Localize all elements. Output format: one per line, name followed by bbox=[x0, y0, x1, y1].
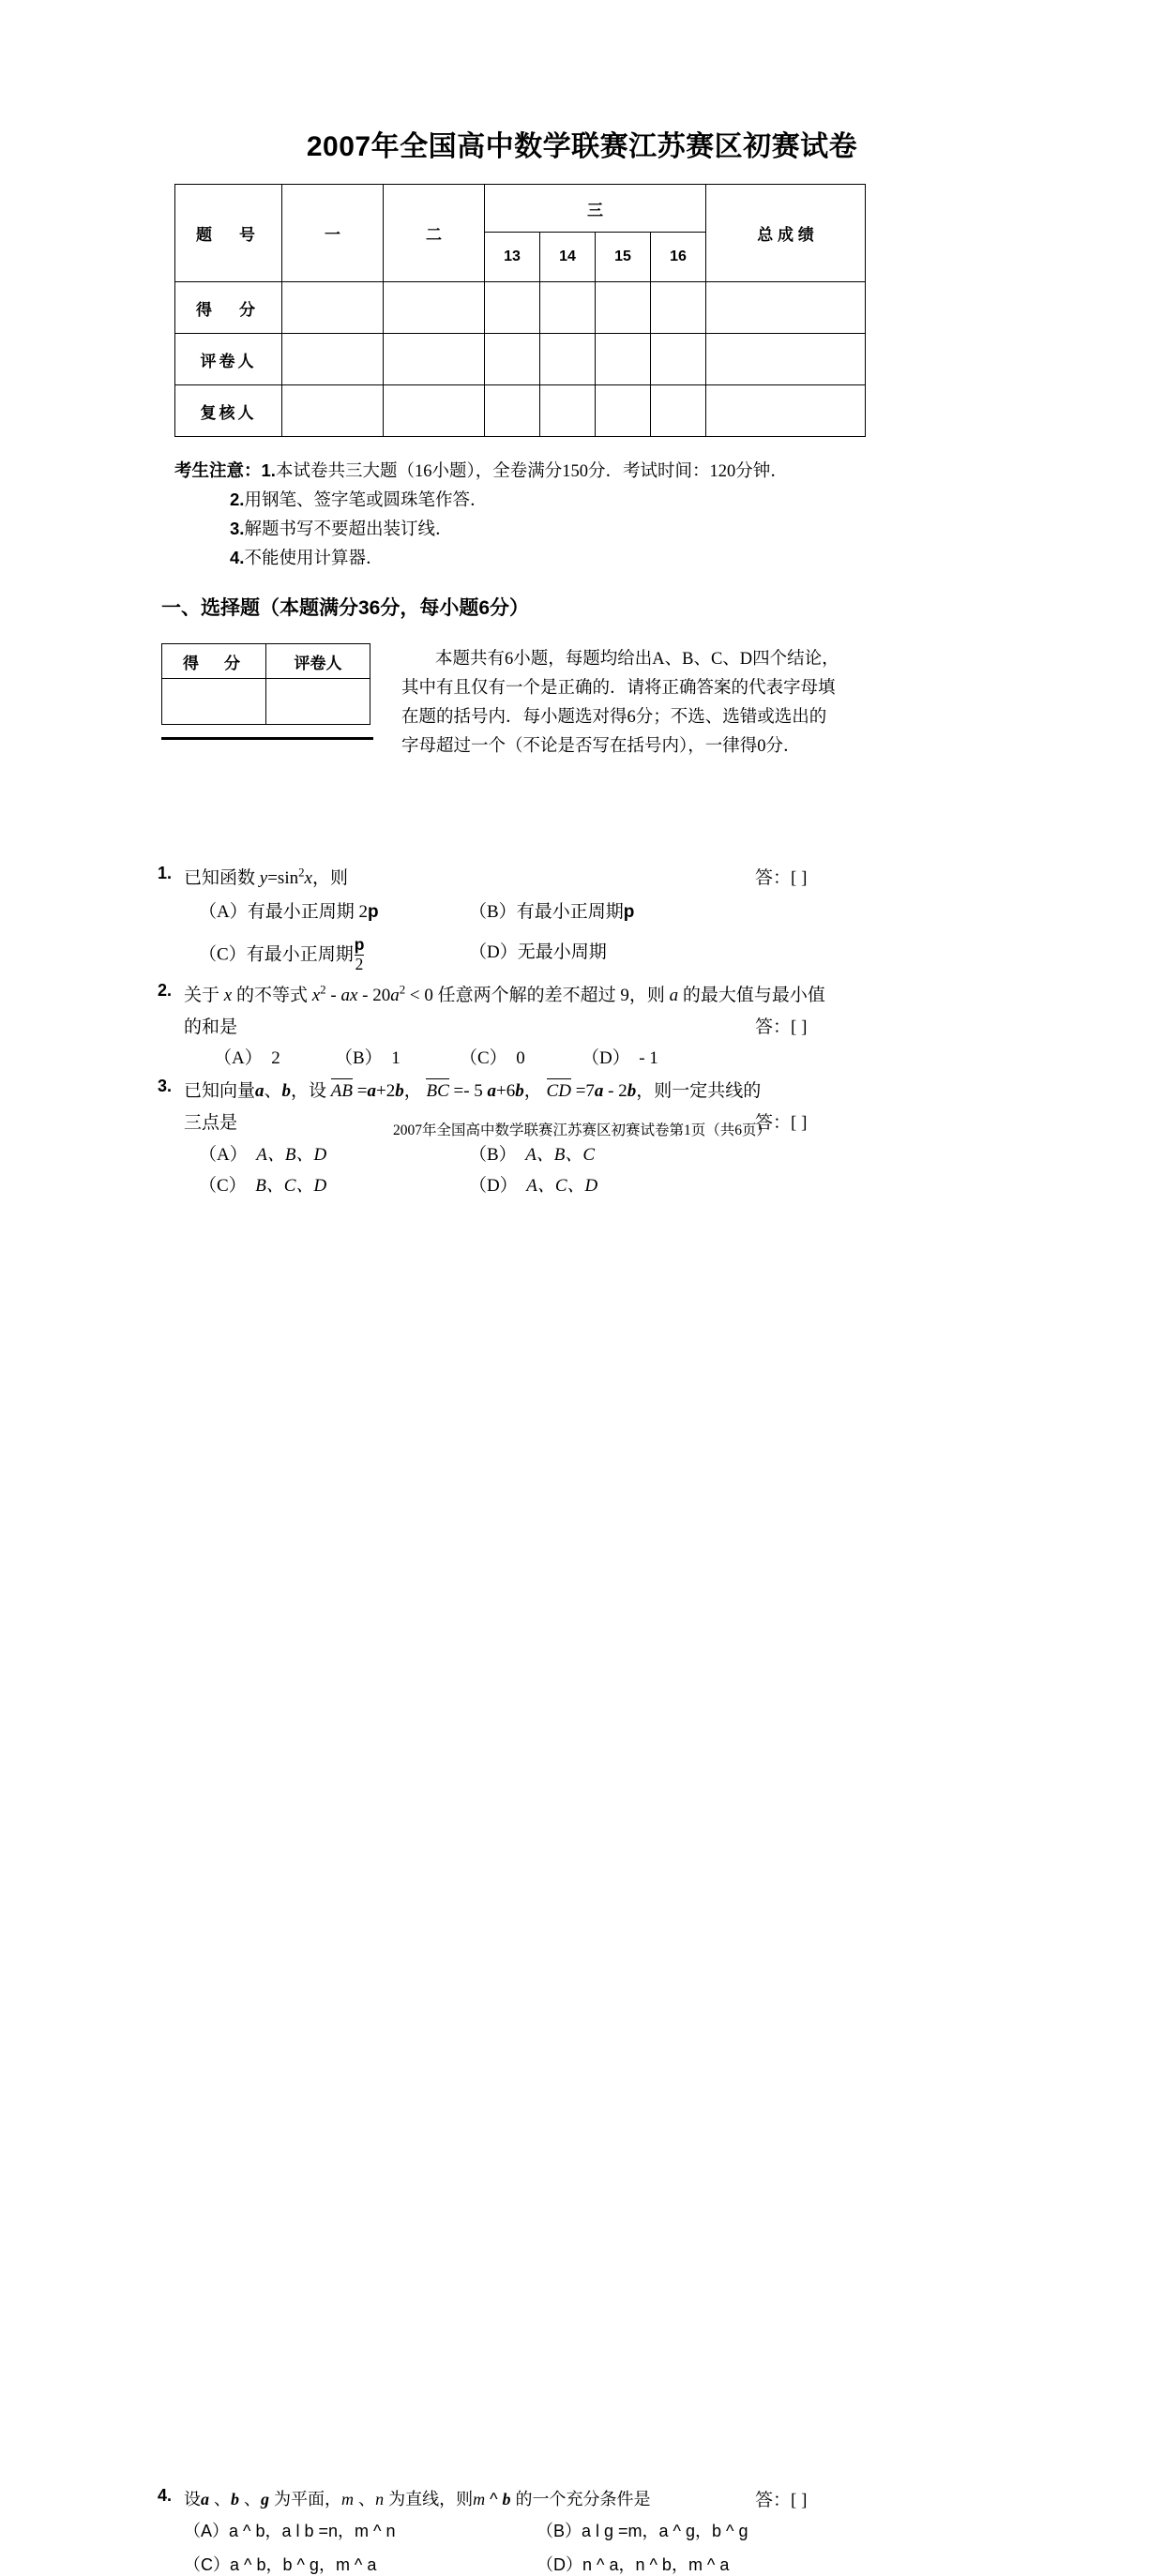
note-number: 3. bbox=[230, 519, 245, 538]
question-4-option-d[interactable] bbox=[537, 2552, 729, 2576]
option-label: （C） bbox=[199, 944, 247, 965]
option-label: （C） bbox=[199, 1176, 247, 1196]
score-cell[interactable] bbox=[485, 282, 540, 334]
row-label-question-number: 题 号 bbox=[175, 185, 282, 282]
grader-score-box bbox=[161, 643, 370, 725]
question-2-option-c[interactable] bbox=[460, 1044, 525, 1069]
note-item bbox=[174, 544, 925, 573]
grader-cell[interactable] bbox=[540, 334, 596, 385]
reviewer-cell[interactable] bbox=[596, 385, 651, 437]
note-item bbox=[174, 486, 925, 515]
page-title: 2007年全国高中数学联赛江苏赛区初赛试卷 bbox=[306, 131, 858, 162]
grader-box-underline bbox=[161, 737, 373, 740]
score-summary-table bbox=[174, 184, 866, 437]
note-number: 2. bbox=[230, 490, 245, 509]
option-label: （B） bbox=[335, 1048, 383, 1068]
question-2-option-d[interactable] bbox=[582, 1044, 658, 1069]
question-1-option-d[interactable] bbox=[469, 938, 607, 963]
reviewer-cell[interactable] bbox=[651, 385, 706, 437]
option-text: a ^ b，b ^ g，m ^ a bbox=[230, 2555, 377, 2574]
question-2-answer-slot[interactable]: 答：[ ] bbox=[755, 1017, 808, 1037]
score-cell[interactable] bbox=[282, 282, 384, 334]
col-header-part1: 一 bbox=[282, 185, 384, 282]
row-label-score: 得 分 bbox=[175, 282, 282, 334]
reviewer-cell[interactable] bbox=[485, 385, 540, 437]
question-1-number: 1. bbox=[158, 864, 173, 882]
option-label: （D） bbox=[537, 2555, 582, 2574]
subcol-14: 14 bbox=[540, 233, 596, 282]
question-3-stem-line2: 三点是 bbox=[184, 1113, 238, 1133]
option-symbol: p bbox=[368, 902, 379, 922]
option-text: A、B、D bbox=[256, 1145, 327, 1165]
option-text: n ^ a，n ^ b，m ^ a bbox=[582, 2555, 730, 2574]
option-text: A、B、C bbox=[525, 1145, 596, 1165]
subcol-15: 15 bbox=[596, 233, 651, 282]
subcol-16: 16 bbox=[651, 233, 706, 282]
question-3-stem-line1: 已知向量a、b，设 AB =a+2b， BC =- 5 a+6b， CD =7a - 2b，则一定共线的 bbox=[184, 1081, 762, 1101]
option-label: （C） bbox=[460, 1048, 507, 1068]
instruction-line: 本题共有6小题，每题均给出A、B、C、D四个结论， bbox=[435, 650, 839, 669]
option-text: 有最小正周期 2 bbox=[247, 902, 368, 922]
option-label: （D） bbox=[469, 942, 518, 962]
note-text: 解题书写不要超出装订线． bbox=[244, 520, 453, 539]
note-text: 不能使用计算器． bbox=[244, 550, 384, 568]
grader-cell[interactable] bbox=[596, 334, 651, 385]
option-text: 有最小正周期 bbox=[516, 902, 624, 922]
score-cell[interactable] bbox=[540, 282, 596, 334]
question-1-option-c[interactable] bbox=[199, 935, 365, 974]
option-label: （A） bbox=[214, 1048, 263, 1068]
reviewer-cell[interactable] bbox=[282, 385, 384, 437]
option-label: （A） bbox=[199, 1145, 248, 1165]
score-cell[interactable] bbox=[596, 282, 651, 334]
option-value: 2 bbox=[271, 1048, 280, 1068]
note-item bbox=[174, 457, 925, 486]
table-row bbox=[162, 644, 370, 679]
reviewer-cell[interactable] bbox=[540, 385, 596, 437]
option-text: B、C、D bbox=[255, 1176, 327, 1196]
option-label: （A） bbox=[199, 902, 248, 922]
table-row bbox=[175, 334, 866, 385]
option-text: 无最小周期 bbox=[517, 942, 607, 962]
table-row bbox=[175, 385, 866, 437]
row-label-grader: 评卷人 bbox=[175, 334, 282, 385]
grader-cell[interactable] bbox=[651, 334, 706, 385]
question-2-option-b[interactable] bbox=[335, 1044, 401, 1069]
notes-heading: 考生注意： bbox=[174, 460, 262, 480]
note-number: 4. bbox=[230, 548, 245, 567]
score-cell[interactable] bbox=[651, 282, 706, 334]
question-3-answer-slot[interactable]: 答：[ ] bbox=[755, 1113, 808, 1133]
question-3-option-d[interactable] bbox=[469, 1171, 597, 1197]
subcol-13: 13 bbox=[485, 233, 540, 282]
section1-instructions bbox=[401, 645, 889, 761]
option-text: a ^ b，a l b =n，m ^ n bbox=[229, 2522, 396, 2540]
option-value: - 1 bbox=[639, 1048, 658, 1068]
question-4-answer-slot[interactable]: 答：[ ] bbox=[755, 2491, 808, 2510]
col-header-part3: 三 bbox=[485, 185, 706, 233]
question-2-stem-line2: 的和是 bbox=[184, 1017, 238, 1037]
question-1-option-b[interactable] bbox=[469, 897, 634, 923]
q1-pre: 已知函数 bbox=[184, 868, 260, 888]
option-text: A、C、D bbox=[526, 1176, 598, 1196]
question-4-number: 4. bbox=[158, 2486, 173, 2505]
option-value: 1 bbox=[391, 1048, 401, 1068]
grader-box-grader-value[interactable] bbox=[266, 679, 370, 725]
option-text: 有最小正周期 bbox=[246, 944, 354, 965]
option-symbol: p bbox=[623, 902, 635, 922]
page-footer: 2007年全国高中数学联赛江苏赛区初赛试卷第1页（共6页） bbox=[392, 1122, 771, 1138]
reviewer-cell[interactable] bbox=[384, 385, 485, 437]
option-text: a l g =m，a ^ g，b ^ g bbox=[582, 2522, 748, 2540]
row-label-reviewer: 复核人 bbox=[175, 385, 282, 437]
question-1-stem bbox=[184, 864, 348, 889]
question-3-option-b[interactable] bbox=[469, 1140, 595, 1166]
grader-cell[interactable] bbox=[282, 334, 384, 385]
question-4-option-c[interactable] bbox=[184, 2552, 376, 2576]
note-text: 本试卷共三大题（16小题），全卷满分150分．考试时间：120分钟． bbox=[275, 462, 788, 481]
grader-box-score-value[interactable] bbox=[162, 679, 266, 725]
q1-exponent: 2 bbox=[298, 865, 305, 880]
table-row bbox=[175, 282, 866, 334]
q1-var-y: y bbox=[259, 868, 268, 888]
instruction-line: 在题的括号内．每小题选对得6分；不选、选错或选出的 bbox=[401, 708, 827, 727]
fraction bbox=[355, 937, 365, 973]
score-cell-total[interactable] bbox=[706, 282, 866, 334]
note-item bbox=[174, 515, 925, 544]
option-label: （D） bbox=[582, 1048, 630, 1068]
q1-var-x: x bbox=[304, 868, 312, 888]
question-3-number: 3. bbox=[158, 1077, 173, 1095]
table-row bbox=[162, 679, 370, 725]
instruction-line: 字母超过一个（不论是否写在括号内），一律得0分． bbox=[401, 737, 801, 756]
note-number: 1. bbox=[261, 460, 276, 480]
reviewer-cell-total[interactable] bbox=[706, 385, 866, 437]
note-text: 用钢笔、签字笔或圆珠笔作答． bbox=[244, 491, 488, 510]
fraction-numerator: p bbox=[354, 935, 365, 954]
grader-cell[interactable] bbox=[384, 334, 485, 385]
col-header-total: 总 成 绩 bbox=[706, 185, 866, 282]
question-2-stem-line1: 关于 x 的不等式 $x^2$ - ax - $20a^2 < 0$ 任意两个解的差不超过 9，则 a 的最大值与最小值 bbox=[184, 982, 825, 1005]
grader-box-score-label: 得 分 bbox=[162, 644, 266, 679]
table-row bbox=[175, 185, 866, 233]
col-header-part2: 二 bbox=[384, 185, 485, 282]
grader-cell-total[interactable] bbox=[706, 334, 866, 385]
section-heading-1: 一、选择题（本题满分36分，每小题6分） bbox=[161, 597, 530, 619]
option-label: （B） bbox=[537, 2522, 582, 2540]
option-value: 0 bbox=[516, 1048, 525, 1068]
option-label: （D） bbox=[469, 1176, 518, 1196]
question-3-option-c[interactable] bbox=[199, 1171, 326, 1197]
question-1-option-a[interactable] bbox=[199, 897, 379, 923]
option-label: （B） bbox=[469, 902, 517, 922]
question-2-option-a[interactable] bbox=[214, 1044, 280, 1069]
question-4-option-b[interactable] bbox=[537, 2518, 748, 2542]
q1-post: ，则 bbox=[311, 868, 348, 888]
option-label: （B） bbox=[469, 1145, 517, 1165]
option-label: （A） bbox=[184, 2522, 230, 2540]
grader-cell[interactable] bbox=[485, 334, 540, 385]
option-label: （C） bbox=[184, 2555, 230, 2574]
score-cell[interactable] bbox=[384, 282, 485, 334]
grader-box-grader-label: 评卷人 bbox=[266, 644, 370, 679]
question-4-option-a[interactable] bbox=[184, 2518, 395, 2542]
question-2-number: 2. bbox=[158, 981, 173, 1000]
question-3-option-a[interactable] bbox=[199, 1140, 326, 1166]
candidate-notes bbox=[174, 457, 925, 573]
instruction-line: 其中有且仅有一个是正确的．请将正确答案的代表字母填 bbox=[401, 679, 836, 698]
fraction-denominator: 2 bbox=[355, 954, 364, 973]
question-4-stem: 设a 、b 、g 为平面，m 、n 为直线，则m ^ b 的一个充分条件是 bbox=[184, 2490, 651, 2508]
question-1-answer-slot[interactable]: 答：[ ] bbox=[755, 868, 808, 888]
q1-eq: =sin bbox=[267, 868, 299, 888]
